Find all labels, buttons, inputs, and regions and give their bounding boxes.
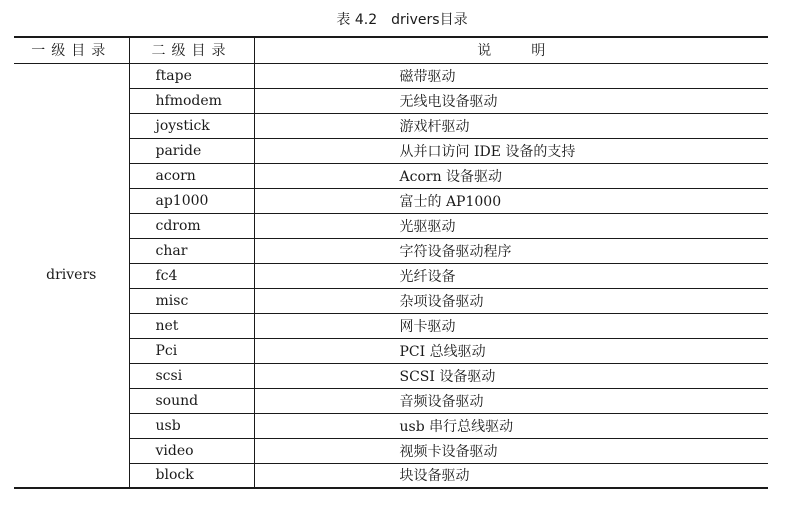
level2-directory: video [129,438,254,463]
description: 音频设备驱动 [254,388,768,413]
level2-directory: joystick [129,113,254,138]
level2-directory: hfmodem [129,88,254,113]
level2-directory: ftape [129,63,254,88]
level1-directory: drivers [14,63,129,488]
drivers-directory-table [14,36,768,489]
description: 从并口访问 IDE 设备的支持 [254,138,768,163]
level2-directory: ap1000 [129,188,254,213]
description: usb 串行总线驱动 [254,413,768,438]
header-level2: 二级目录 [129,37,254,63]
header-description: 说明 [254,37,768,63]
description: 无线电设备驱动 [254,88,768,113]
level2-directory: acorn [129,163,254,188]
description: Acorn 设备驱动 [254,163,768,188]
description: PCI 总线驱动 [254,338,768,363]
table-caption: 表 4.2 drivers目录 [336,12,468,28]
description: SCSI 设备驱动 [254,363,768,388]
level2-directory: fc4 [129,263,254,288]
table-row [14,63,768,88]
description: 富士的 AP1000 [254,188,768,213]
description: 光纤设备 [254,263,768,288]
level2-directory: paride [129,138,254,163]
description: 块设备驱动 [254,463,768,488]
level2-directory: sound [129,388,254,413]
table-body [14,63,768,488]
description: 光驱驱动 [254,213,768,238]
level2-directory: block [129,463,254,488]
description: 磁带驱动 [254,63,768,88]
level2-directory: cdrom [129,213,254,238]
level2-directory: char [129,238,254,263]
level2-directory: misc [129,288,254,313]
header-row [14,37,768,63]
description: 杂项设备驱动 [254,288,768,313]
level2-directory: usb [129,413,254,438]
description: 字符设备驱动程序 [254,238,768,263]
header-level1: 一级目录 [14,37,129,63]
description: 网卡驱动 [254,313,768,338]
description: 游戏杆驱动 [254,113,768,138]
level2-directory: Pci [129,338,254,363]
level2-directory: net [129,313,254,338]
level2-directory: scsi [129,363,254,388]
description: 视频卡设备驱动 [254,438,768,463]
